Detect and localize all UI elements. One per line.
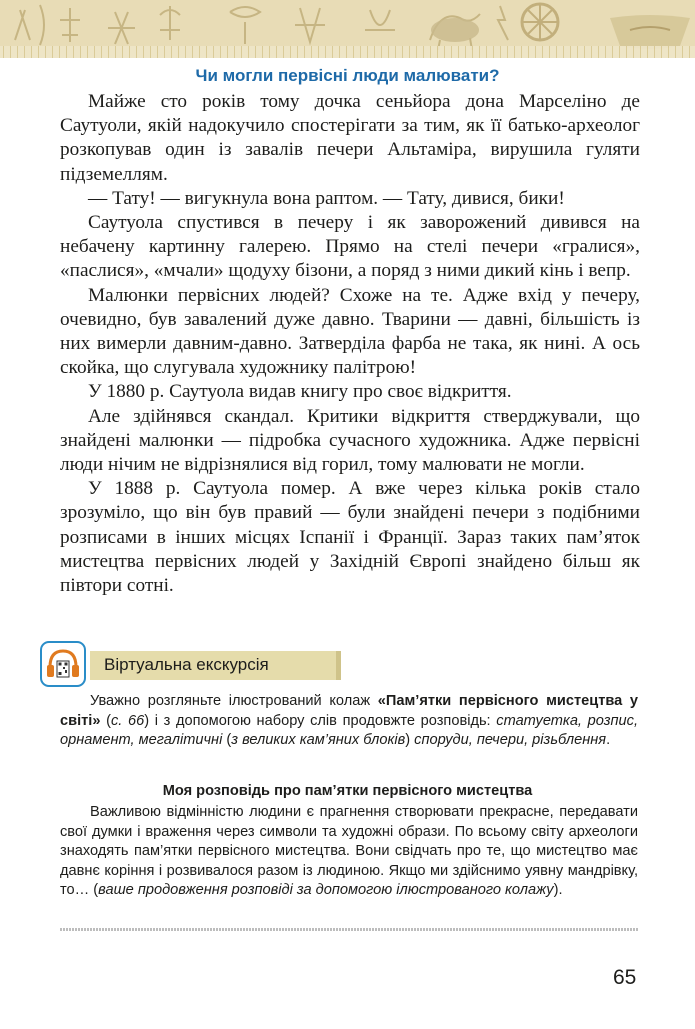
story-text: Важливою відмінністю людини є прагнення створювати прекрасне, передавати свої думки і враження через символи та художні образи. По всьому світу археологи знаходять пам’ятки первісного мистецтва. Вони свідчать про те, що мистецтво має давнє коріння і розвивалося разом із людиною. Якщо ми здійснимо уявну мандрівку, то… ( [60,804,638,898]
task-part: ) [405,732,415,748]
story-subtitle: Моя розповідь про пам’ятки первісного мистецтва [162,783,533,799]
virtual-tour-label: Віртуальна екскурсія [104,655,269,674]
story-paragraph: Майже сто років тому дочка сеньйора дона Марселіно де Саутуоли, якій надокучило спостерігати за тим, як її батько-археолог розкопував один із завалів печери Альтаміра, вирушила гуляти підземеллям. [60,91,640,185]
task-part: ( [222,732,232,748]
word-set: статуетка, розпис, орнамент, мегалітичні [60,712,639,748]
section-bar-shadow [336,651,341,680]
story-end: ). [553,882,563,898]
task-text [60,692,638,751]
page-reference: с. 66 [111,712,145,729]
story-paragraph: Малюнки первісних людей? Схоже на те. Адже вхід у печеру, очевидно, був завалений дуже давно. Тварини — давні, більшість із них вимерли давним-давно. Затверділа фарба не така, як нині. А ось скойка, що слугувала художнику палітрою! [60,284,640,379]
task-part: Уважно розгляньте ілюстрований колаж [90,693,378,709]
story-paragraph: Саутуола спустився в печеру і як заворожений дивився на небачену картинну галерею. Прямо на стелі печери «гралися», «паслися», «мчали» щодуху бізони, а поряд з ними дикий кінь і вепр. [60,212,640,282]
dotted-divider [60,928,638,931]
my-story [60,803,638,901]
decorative-banner [0,0,695,58]
headphones-icon [42,643,84,685]
collage-title: «Пам’ятки первісного мистецтва у світі» [60,693,638,729]
task-part: . [606,732,611,748]
task-part: ( [100,712,111,729]
section-title: Чи могли первісні люди малювати? [195,66,500,85]
page-number: 65 [613,966,637,989]
story-paragraph: У 1880 р. Саутуола видав книгу про своє відкриття. [88,381,512,403]
task-part: ) і з допомогою набору слів продовжте розповідь: [144,712,497,729]
headphones-qr-icon[interactable] [40,641,86,687]
banner-border [0,46,695,58]
story-paragraph: Але здійнявся скандал. Критики відкриття стверджували, що знайдені малюнки — підробка сучасного художника. Адже первісні люди нічим не відрізнялися від горил, тому малювати не могли. [60,405,640,476]
story-paragraph: У 1888 р. Саутуола помер. А вже через кілька років стало зрозуміло, що він був правий — були знайдені печери з подібними розписами в інших місцях Іспанії і Франції. Зараз таких пам’яток мистецтва первісних людей у Західній Європі знайдено більш як півтори сотні. [60,478,640,597]
word-set: споруди, печери, різьблення [414,732,607,748]
main-story [60,90,640,598]
word-set: з великих кам’яних блоків [231,732,406,748]
story-hint: ваше продовження розповіді за допомогою ілюстрованого колажу [98,882,554,898]
story-paragraph: — Тату! — вигукнула вона раптом. — Тату, дивися, бики! [88,187,565,209]
